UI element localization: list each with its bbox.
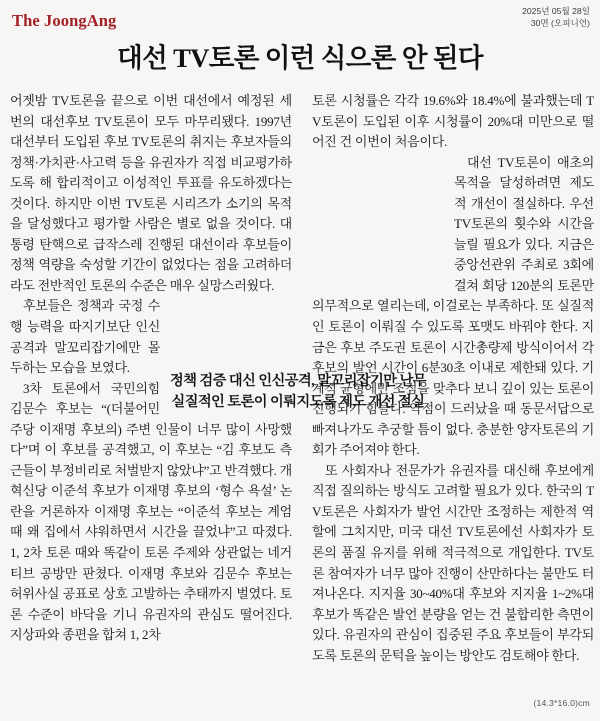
issue-date: 2025년 05월 28일 <box>522 6 590 16</box>
issue-metadata <box>522 6 590 29</box>
paragraph: 대선 TV토론이 애초의 목적을 달성하려면 제도적 개선이 절실하다. 우선 TV토론의 횟수와 시간을 늘릴 필요가 있다. 지금은 중앙선관위 주최로 3회에 걸쳐 회당 120분의 토론만 의무적으로 열리는데, 이걸로는 부족하다. 또 실질적인 토론이 이뤄질 수 있도록 포맷도 바꿔야 한다. 지금은 후보 주도권 토론이 시간총량제 방식이어서 각 후보의 발언 시간이 6분30초 이내로 제한돼 있다. 기계적 균형에만 조점을 맞추다 보니 깊이 있는 토론이 진행되기 힘들다. 약점이 드러났을 때 동문서답으로 빠져나가도 추궁할 틈이 없다. 충분한 양자토론의 기회가 주어져야 한다. <box>312 154 594 458</box>
paragraph: 3차 토론에서 국민의힘 김문수 후보는 “(더불어민주당 이재명 후보의) 주변 인물이 너무 많이 사망했다”며 이 후보를 공격했고, 이 후보는 “김 후보도 측근들이 부정비리로 처벌받지 않았냐”고 반격했다. 개혁신당 이준석 후보가 이재명 후보의 ‘형수 욕설’ 논란을 거론하자 이재명 후보는 “이준석 후보는 계엄 때 왜 집에서 샤워하면서 시간을 끌었냐”고 따졌다. 1, 2차 토론 때와 똑같이 토론 주제와 상관없는 네거티브 공방만 판쳤다. 이재명 후보와 김문수 후보는 허위사실 공표로 상호 고발하는 추태까지 벌였다. 토론 수준이 바닥을 기니 유권자의 관심도 떨어진다. 지상파와 종편을 합쳐 1, 2차 <box>10 380 292 643</box>
article-headline: 대선 TV토론 이런 식으론 안 된다 <box>117 43 483 73</box>
paragraph: 또 사회자나 전문가가 유권자를 대신해 후보에게 직접 질의하는 방식도 고려할 필요가 있다. 한국의 TV토론은 사회자가 발언 시간만 조정하는 제한적 역할에 그치지만, 미국 대선 TV토론에선 사회자가 토론의 품질 유지를 위해 적극적으로 개입한다. TV토론 참여자가 너무 많아 진행이 산만하다는 불만도 터져나온다. 지지율 30~40%대 후보와 지지율 1~2%대 후보가 똑같은 발언 분량을 얻는 건 불합리한 측면이 있다. 유권자의 관심이 집중된 주요 후보들이 부각되도록 토론의 문턱을 높이는 방안도 검토해야 한다. <box>312 462 594 663</box>
article-column-left <box>10 91 292 646</box>
pull-quote-line-1: 정책 검증 대신 인신공격, 말꼬리잡기만 난무 <box>170 373 426 389</box>
pull-quote-line-2: 실질적인 토론이 이뤄지도록 제도 개선 절실 <box>171 394 425 410</box>
paragraph: 토론 시청률은 각각 19.6%와 18.4%에 불과했는데 TV토론이 도입된 이후 시청률이 20%대 미만으로 떨어진 건 이번이 처음이다. <box>312 93 594 150</box>
page-section: 30면 (오피니언) <box>530 17 590 28</box>
clipping-dimensions: (14.3*16.0)cm <box>533 698 590 708</box>
masthead <box>8 6 592 40</box>
pull-quote <box>148 371 448 413</box>
paragraph: 후보들은 정책과 국정 수행 능력을 따지기보단 인신공격과 말꼬리잡기에만 몰두하는 모습을 보였다. <box>10 296 292 378</box>
joongang-logo: The JoongAng <box>12 11 117 30</box>
paragraph: 어젯밤 TV토론을 끝으로 이번 대선에서 예정된 세 번의 대선후보 TV토론이 모두 마무리됐다. 1997년 대선부터 도입된 후보 TV토론의 취지는 후보자들의 정책·가치관·사고력 등을 유권자가 직접 비교평가하도록 해 합리적이고 이성적인 투표를 유도하겠다는 것이다. 하지만 이번 TV토론 시리즈가 소기의 목적을 달성했다고 평가할 사람은 별로 없을 것이다. 대통령 탄핵으로 급작스레 진행된 대선이라 후보들이 정책 역량을 숙성할 기간이 없었다는 점을 고려하더라도 전반적인 토론의 수준은 매우 실망스러웠다. <box>10 93 292 293</box>
pull-quote-spacer-right <box>312 153 454 278</box>
